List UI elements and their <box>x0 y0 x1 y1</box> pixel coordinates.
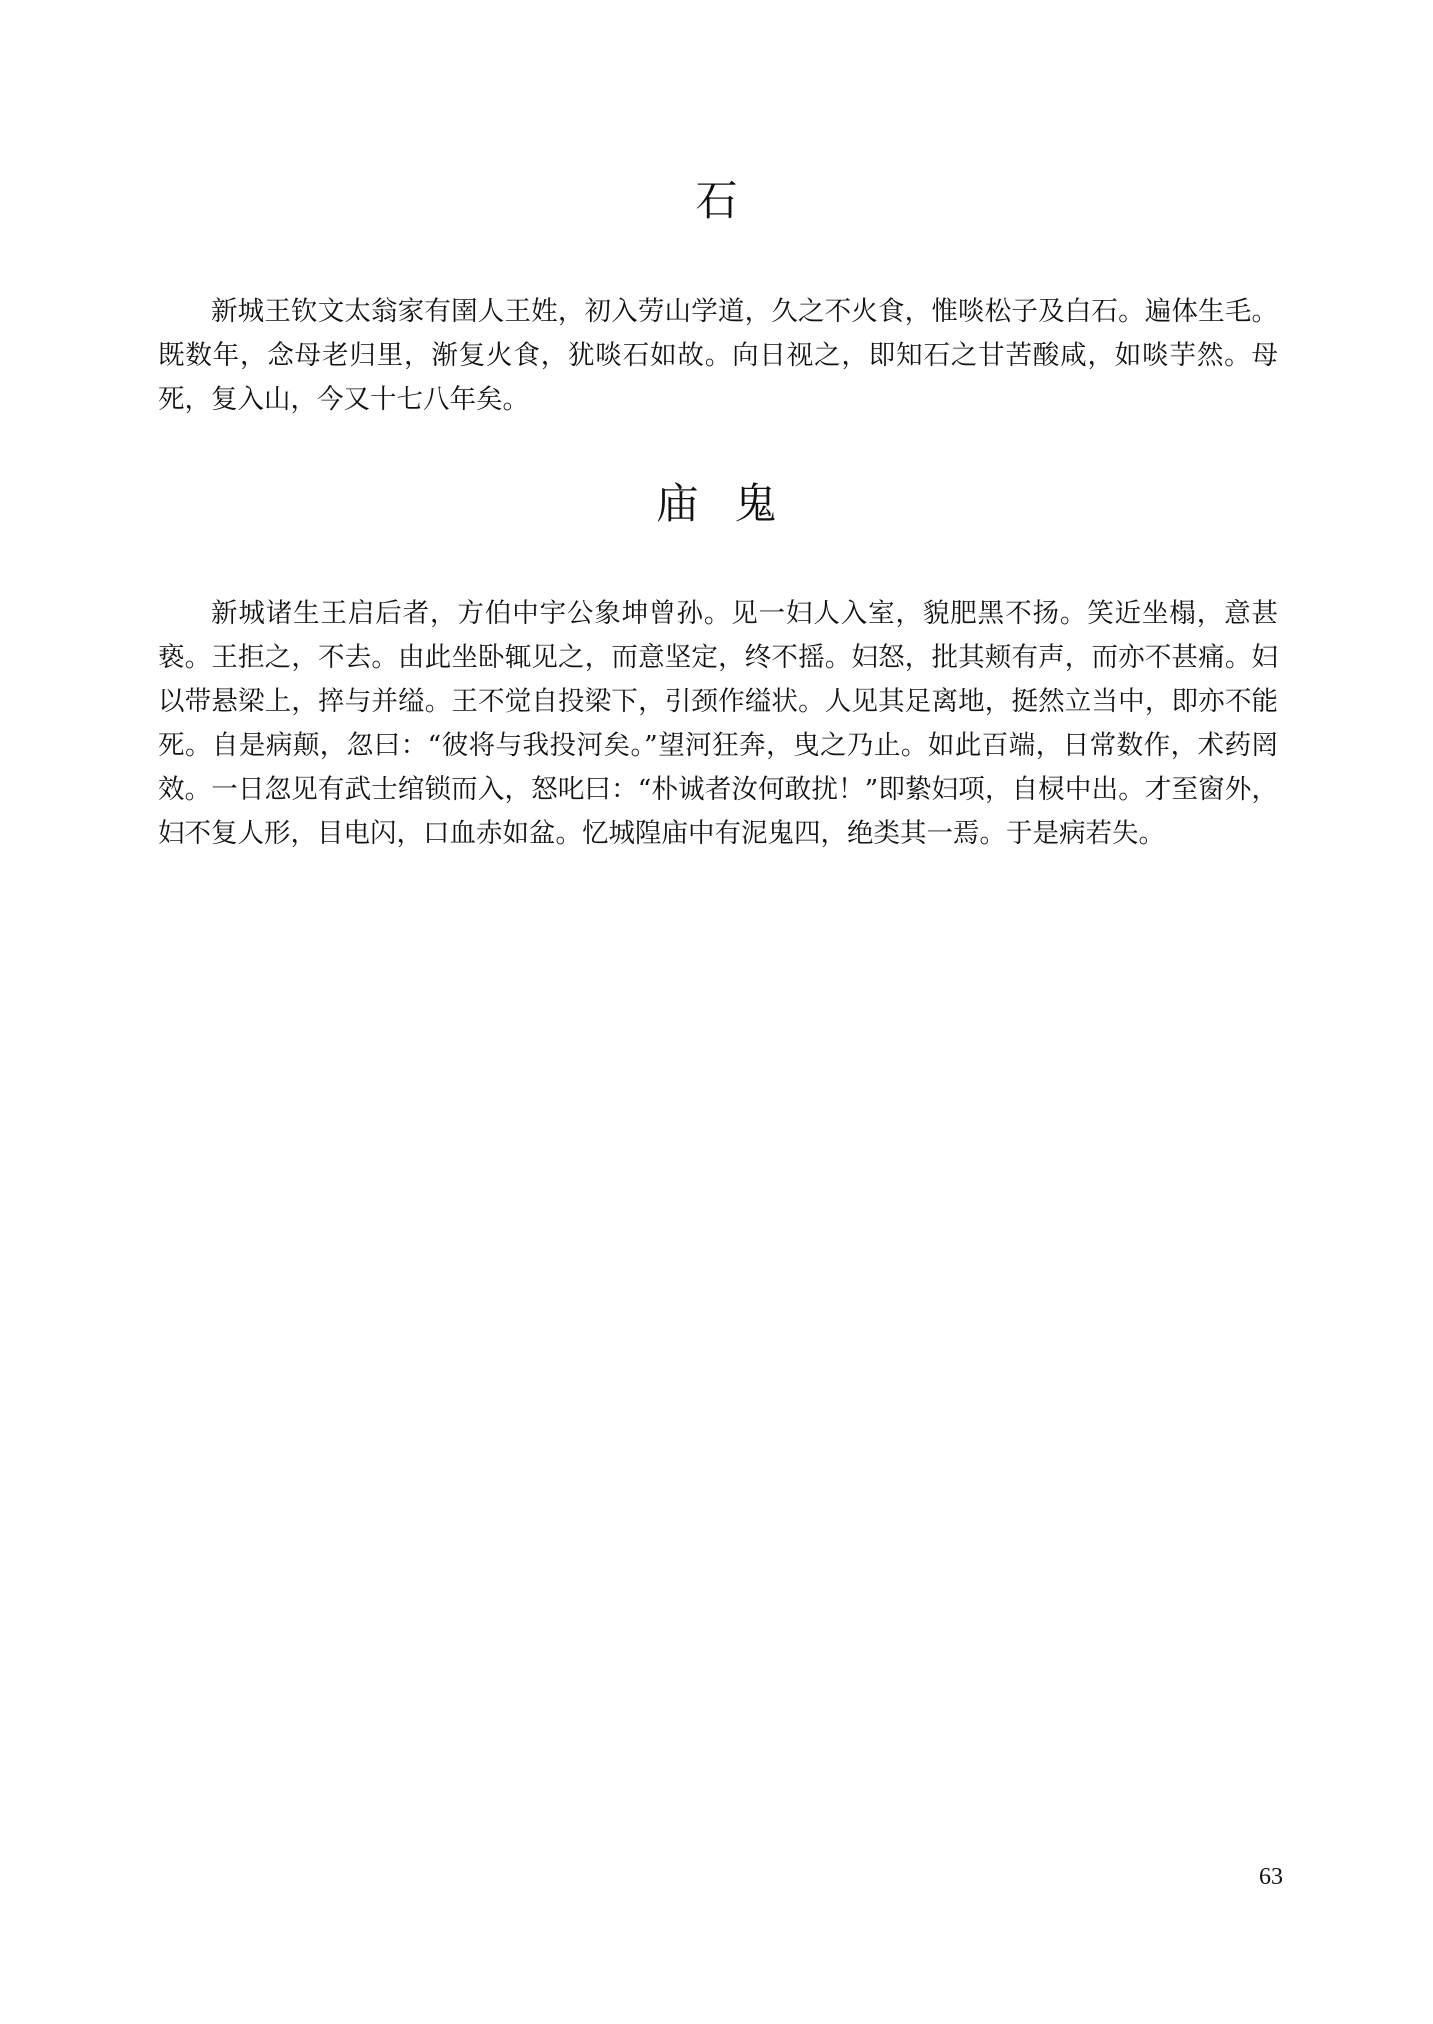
section-body-temple-ghost: 新城诸生王启后者，方伯中宇公象坤曾孙。见一妇人入室，貌肥黑不扬。笑近坐榻，意甚亵。王拒之，不去。由此坐卧辄见之，而意坚定，终不摇。妇怒，批其颊有声，而亦不甚痛。妇以带悬梁上，捽与并缢。王不觉自投梁下，引颈作缢状。人见其足离地，挺然立当中，即亦不能死。自是病颠，忽曰：“彼将与我投河矣。”望河狂奔，曳之乃止。如此百端，日常数作，术药罔效。一日忽见有武士绾锁而入，怒叱曰：“朴诚者汝何敢扰！”即絷妇项，自棂中出。才至窗外，妇不复人形，目电闪，口血赤如盆。忆城隍庙中有泥鬼四，绝类其一焉。于是病若失。 <box>158 598 1278 849</box>
section-body-stone: 新城王钦文太翁家有圉人王姓，初入劳山学道，久之不火食，惟啖松子及白石。遍体生毛。既数年，念母老归里，渐复火食，犹啖石如故。向日视之，即知石之甘苦酸咸，如啖芋然。母死，复入山，今又十七八年矣。 <box>158 296 1278 415</box>
section-title-stone: 石 <box>695 176 738 225</box>
section-title-temple-ghost: 庙鬼 <box>656 479 813 528</box>
page-number: 63 <box>1259 1864 1283 1890</box>
